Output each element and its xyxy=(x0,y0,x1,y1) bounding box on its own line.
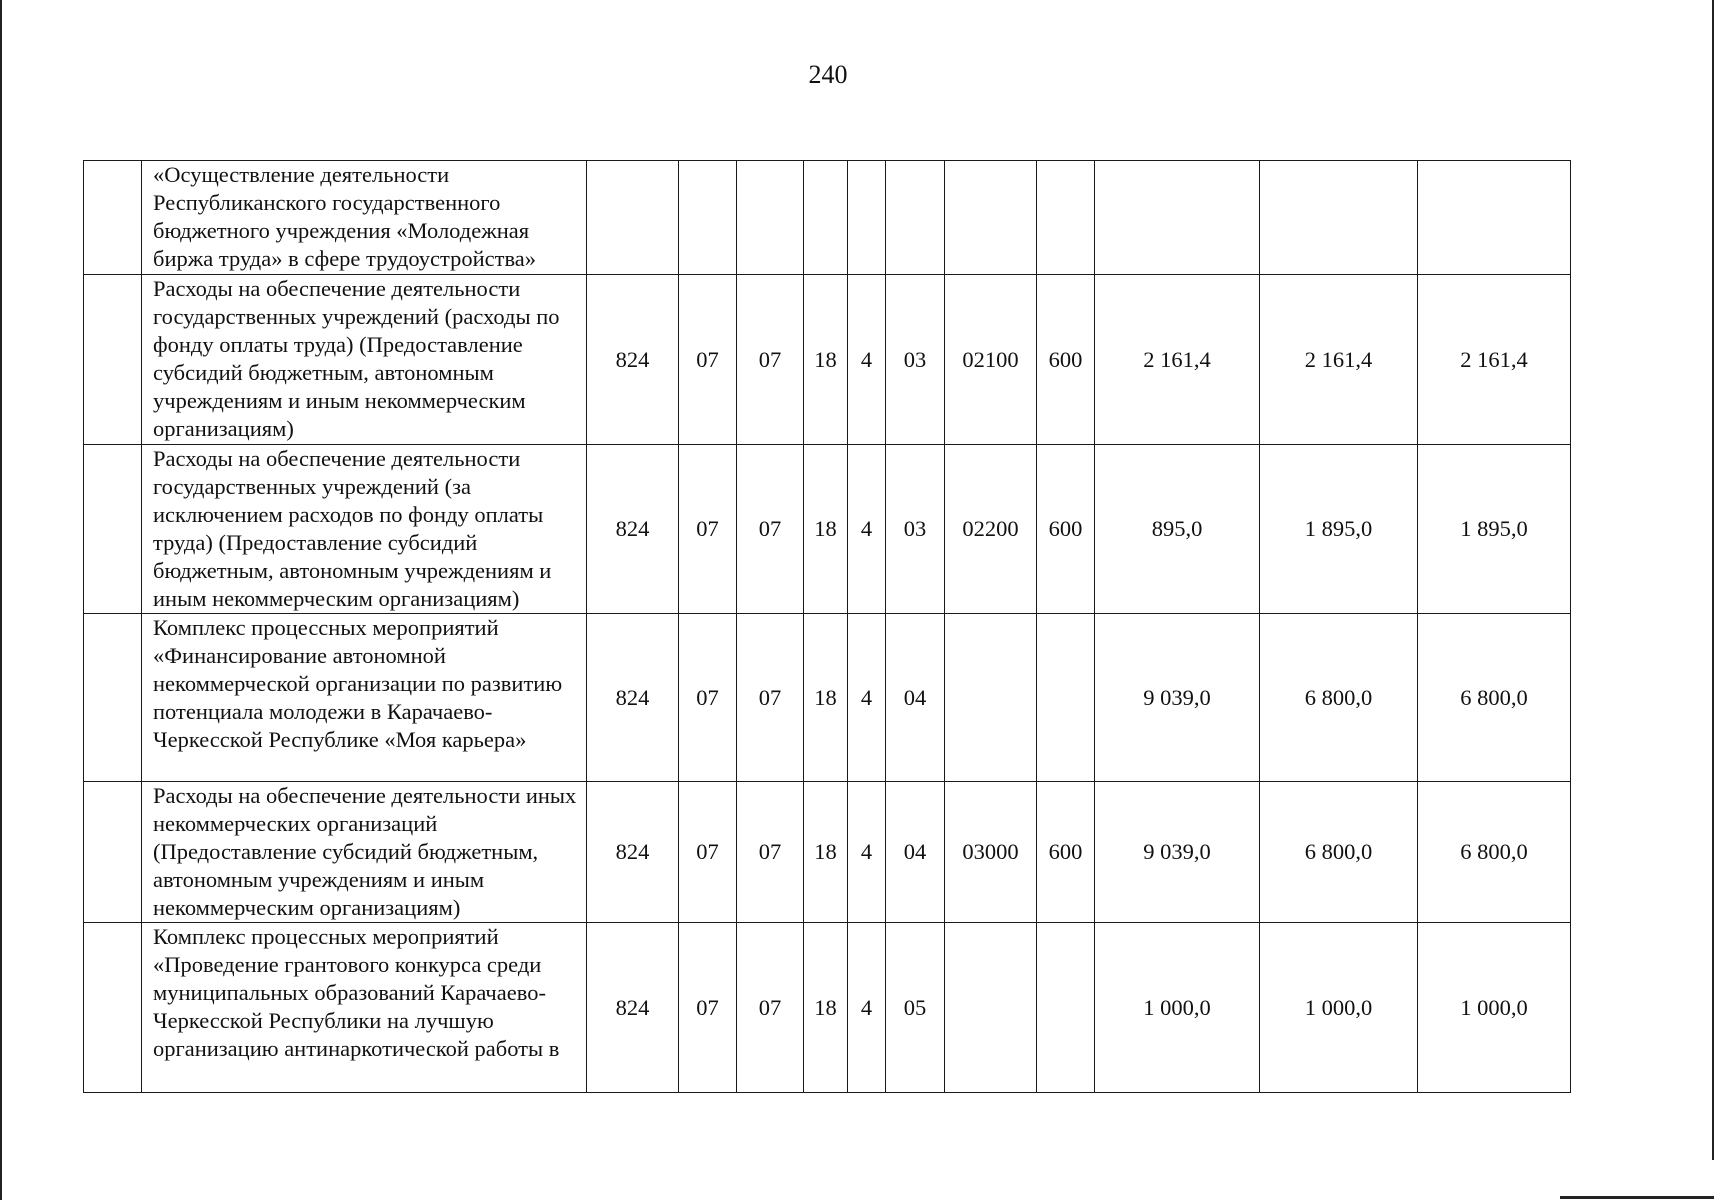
code-section-cell xyxy=(679,161,737,275)
description-cell: «Осуществление деятельности Республиканского государственного бюджетного учреждения «Молодежная биржа труда» в сфере трудоустройства» xyxy=(142,161,587,275)
table-row xyxy=(84,161,1571,275)
description-cell: Комплекс процессных мероприятий «Проведение грантового конкурса среди муниципальных образований Карачаево-Черкесской Республики на лучшую организацию антинаркотической работы в xyxy=(142,923,587,1093)
code-section-cell: 07 xyxy=(679,445,737,614)
code-expense-type-cell: 600 xyxy=(1037,782,1095,923)
code-expense-type-cell xyxy=(1037,614,1095,782)
code-type-cell: 4 xyxy=(848,923,886,1093)
row-number-cell xyxy=(84,445,142,614)
amount-year-3-cell xyxy=(1418,161,1571,275)
bottom-rule xyxy=(1560,1196,1714,1199)
amount-year-1-cell: 2 161,4 xyxy=(1095,275,1260,445)
code-group-cell: 03 xyxy=(886,445,945,614)
code-group-cell xyxy=(886,161,945,275)
code-type-cell xyxy=(848,161,886,275)
amount-year-1-cell: 9 039,0 xyxy=(1095,614,1260,782)
row-number-cell xyxy=(84,923,142,1093)
amount-year-2-cell: 6 800,0 xyxy=(1260,614,1418,782)
code-type-cell: 4 xyxy=(848,275,886,445)
amount-year-1-cell: 9 039,0 xyxy=(1095,782,1260,923)
code-program-cell: 18 xyxy=(804,782,848,923)
row-number-cell xyxy=(84,782,142,923)
code-group-cell: 05 xyxy=(886,923,945,1093)
code-subsection-cell: 07 xyxy=(737,782,804,923)
amount-year-3-cell: 1 895,0 xyxy=(1418,445,1571,614)
code-admin-cell: 824 xyxy=(587,445,679,614)
code-type-cell: 4 xyxy=(848,782,886,923)
code-admin-cell: 824 xyxy=(587,614,679,782)
page-number: 240 xyxy=(808,60,848,89)
code-type-cell: 4 xyxy=(848,614,886,782)
code-direction-cell: 03000 xyxy=(945,782,1037,923)
code-direction-cell: 02100 xyxy=(945,275,1037,445)
code-subsection-cell: 07 xyxy=(737,614,804,782)
code-expense-type-cell xyxy=(1037,923,1095,1093)
code-section-cell: 07 xyxy=(679,614,737,782)
code-section-cell: 07 xyxy=(679,923,737,1093)
code-type-cell: 4 xyxy=(848,445,886,614)
code-program-cell: 18 xyxy=(804,923,848,1093)
description-cell: Комплекс процессных мероприятий «Финансирование автономной некоммерческой организации по развитию потенциала молодежи в Карачаево-Черкесской Республике «Моя карьера» xyxy=(142,614,587,782)
code-program-cell: 18 xyxy=(804,275,848,445)
code-group-cell: 04 xyxy=(886,614,945,782)
code-admin-cell: 824 xyxy=(587,923,679,1093)
amount-year-2-cell: 6 800,0 xyxy=(1260,782,1418,923)
code-subsection-cell xyxy=(737,161,804,275)
description-cell: Расходы на обеспечение деятельности государственных учреждений (за исключением расходов по фонду оплаты труда) (Предоставление субсидий бюджетным, автономным учреждениям и иным некоммерческим организациям) xyxy=(142,445,587,614)
budget-table xyxy=(83,160,1571,1093)
code-direction-cell xyxy=(945,161,1037,275)
code-section-cell: 07 xyxy=(679,782,737,923)
table-row xyxy=(84,923,1571,1093)
amount-year-3-cell: 1 000,0 xyxy=(1418,923,1571,1093)
code-admin-cell xyxy=(587,161,679,275)
code-expense-type-cell xyxy=(1037,161,1095,275)
code-expense-type-cell: 600 xyxy=(1037,275,1095,445)
amount-year-1-cell: 1 000,0 xyxy=(1095,923,1260,1093)
amount-year-2-cell: 1 895,0 xyxy=(1260,445,1418,614)
amount-year-2-cell xyxy=(1260,161,1418,275)
code-subsection-cell: 07 xyxy=(737,275,804,445)
table-row xyxy=(84,445,1571,614)
amount-year-3-cell: 6 800,0 xyxy=(1418,782,1571,923)
amount-year-1-cell: 895,0 xyxy=(1095,445,1260,614)
code-admin-cell: 824 xyxy=(587,782,679,923)
code-direction-cell xyxy=(945,614,1037,782)
code-direction-cell: 02200 xyxy=(945,445,1037,614)
code-section-cell: 07 xyxy=(679,275,737,445)
code-group-cell: 04 xyxy=(886,782,945,923)
table-row xyxy=(84,614,1571,782)
row-number-cell xyxy=(84,275,142,445)
code-subsection-cell: 07 xyxy=(737,445,804,614)
row-number-cell xyxy=(84,614,142,782)
table-row xyxy=(84,275,1571,445)
table-body xyxy=(84,161,1571,1093)
description-cell: Расходы на обеспечение деятельности государственных учреждений (расходы по фонду оплаты труда) (Предоставление субсидий бюджетным, автономным учреждениям и иным некоммерческим организациям) xyxy=(142,275,587,445)
code-subsection-cell: 07 xyxy=(737,923,804,1093)
amount-year-3-cell: 2 161,4 xyxy=(1418,275,1571,445)
code-expense-type-cell: 600 xyxy=(1037,445,1095,614)
code-program-cell xyxy=(804,161,848,275)
code-group-cell: 03 xyxy=(886,275,945,445)
amount-year-1-cell xyxy=(1095,161,1260,275)
page-edge-left xyxy=(0,0,2,1200)
row-number-cell xyxy=(84,161,142,275)
table-row xyxy=(84,782,1571,923)
code-program-cell: 18 xyxy=(804,614,848,782)
description-cell: Расходы на обеспечение деятельности иных некоммерческих организаций (Предоставление субсидий бюджетным, автономным учреждениям и иным некоммерческим организациям) xyxy=(142,782,587,923)
amount-year-2-cell: 1 000,0 xyxy=(1260,923,1418,1093)
code-admin-cell: 824 xyxy=(587,275,679,445)
amount-year-2-cell: 2 161,4 xyxy=(1260,275,1418,445)
code-program-cell: 18 xyxy=(804,445,848,614)
code-direction-cell xyxy=(945,923,1037,1093)
amount-year-3-cell: 6 800,0 xyxy=(1418,614,1571,782)
